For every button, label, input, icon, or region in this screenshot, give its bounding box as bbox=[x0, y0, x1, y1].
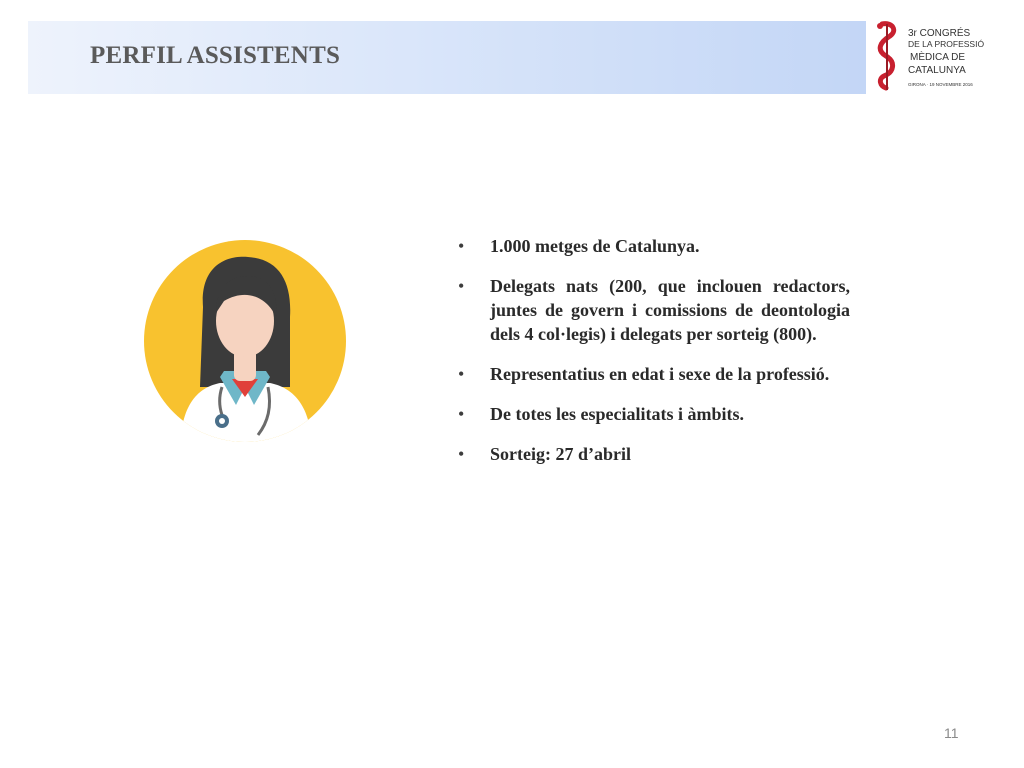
list-item-text: Delegats nats (200, que inclouen redactors, juntes de govern i comissions de deontologia dels 4 col·legis) i delegats per sorteig (800). bbox=[490, 276, 850, 344]
caduceus-serpent-icon bbox=[877, 23, 894, 90]
list-item bbox=[458, 274, 850, 346]
list-item bbox=[458, 442, 850, 466]
logo-line-5: GIRONA · 19 NOVEMBRE 2016 bbox=[908, 82, 973, 87]
bullet-marker: • bbox=[458, 444, 465, 464]
logo-line-2: DE LA PROFESSIÓ bbox=[908, 39, 985, 49]
list-item bbox=[458, 402, 850, 426]
bullet-marker: • bbox=[458, 276, 465, 296]
congress-logo bbox=[868, 20, 988, 92]
list-item bbox=[458, 234, 850, 258]
page-number: 11 bbox=[944, 725, 959, 741]
bullet-marker: • bbox=[458, 404, 465, 424]
female-doctor-avatar-icon bbox=[140, 237, 350, 447]
assistant-profile-list bbox=[458, 234, 850, 482]
bullet-marker: • bbox=[458, 236, 465, 256]
list-item-text: De totes les especialitats i àmbits. bbox=[490, 404, 744, 424]
list-item-text: Representatius en edat i sexe de la professió. bbox=[490, 364, 830, 384]
logo-line-3: MÈDICA DE bbox=[910, 52, 966, 63]
bullet-marker: • bbox=[458, 364, 465, 384]
logo-line-4: CATALUNYA bbox=[908, 65, 966, 76]
list-item-text: 1.000 metges de Catalunya. bbox=[490, 236, 700, 256]
list-item-text: Sorteig: 27 d’abril bbox=[490, 444, 631, 464]
page-title: PERFIL ASSISTENTS bbox=[90, 42, 341, 69]
list-item bbox=[458, 362, 850, 386]
logo-line-1: 3r CONGRÉS bbox=[908, 28, 971, 39]
